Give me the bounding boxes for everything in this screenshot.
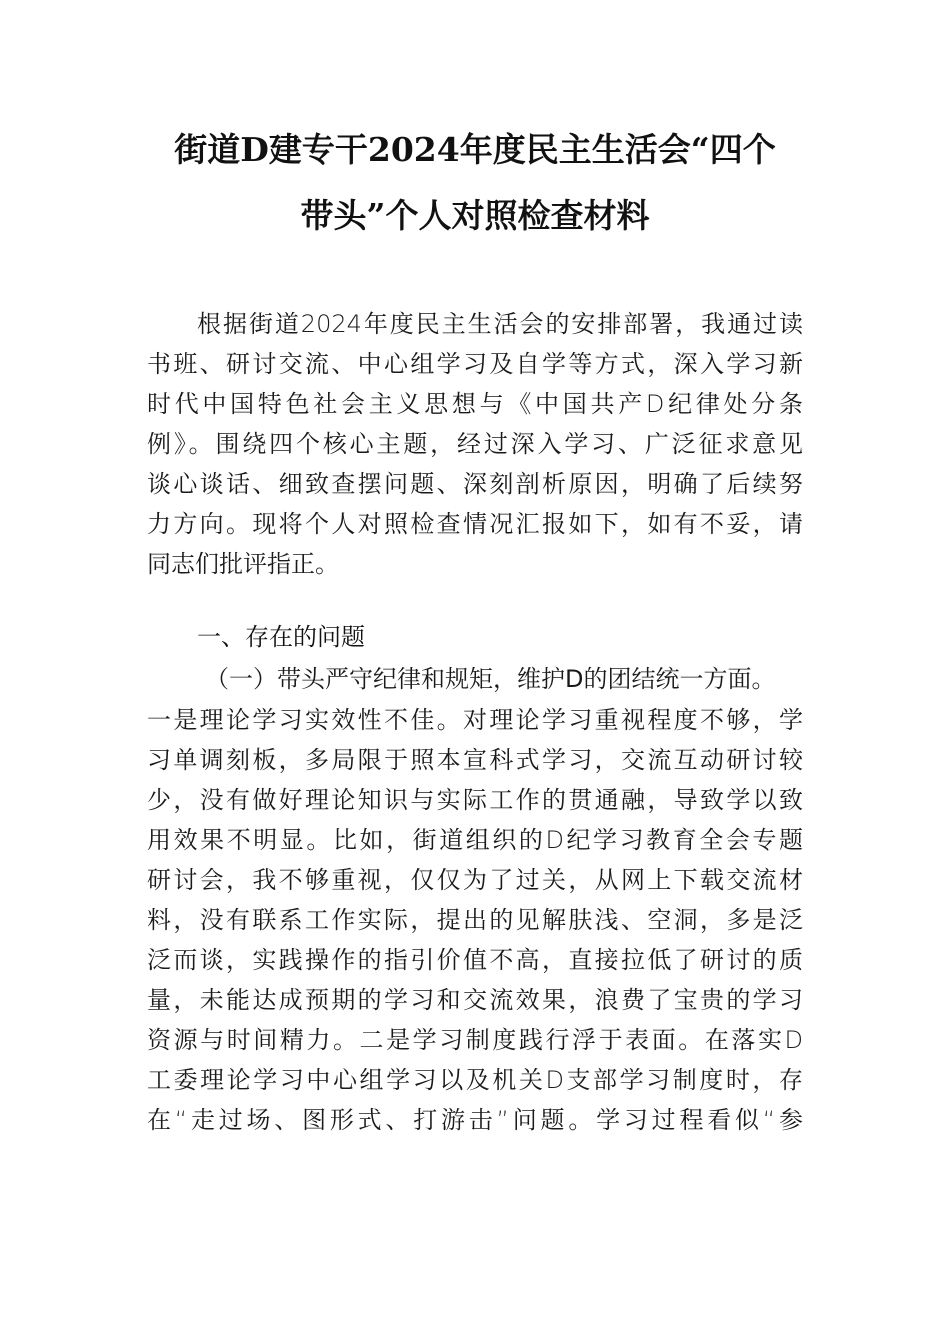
body-line: 在“走过场、图形式、打游击”问题。学习过程看似“参	[147, 1106, 803, 1134]
document-title-line-2: 带头”个人对照检查材料	[300, 196, 650, 235]
body-line: 用效果不明显。比如，街道组织的D纪学习教育全会专题	[147, 826, 803, 854]
body-line: 习单调刻板，多局限于照本宣科式学习，交流互动研讨较	[147, 746, 803, 774]
document-title-line-1: 街道D建专干2024年度民主生活会“四个	[174, 130, 776, 169]
section-heading: 一、存在的问题	[197, 623, 365, 651]
body-line: 工委理论学习中心组学习以及机关D支部学习制度时，存	[147, 1066, 803, 1094]
intro-line: 书班、研讨交流、中心组学习及自学等方式，深入学习新	[147, 350, 803, 378]
intro-line: 时代中国特色社会主义思想与《中国共产D纪律处分条	[147, 390, 803, 418]
intro-line: 力方向。现将个人对照检查情况汇报如下，如有不妥，请	[147, 510, 803, 538]
intro-line: 例》。围绕四个核心主题，经过深入学习、广泛征求意见	[147, 430, 803, 458]
subsection-heading: （一）带头严守纪律和规矩，维护D的团结统一方面。	[205, 665, 776, 693]
intro-line: 同志们批评指正。	[147, 550, 339, 578]
body-line: 资源与时间精力。二是学习制度践行浮于表面。在落实D	[147, 1026, 803, 1054]
body-line: 料，没有联系工作实际，提出的见解肤浅、空洞，多是泛	[147, 906, 803, 934]
body-line: 量，未能达成预期的学习和交流效果，浪费了宝贵的学习	[147, 986, 803, 1014]
body-line: 一是理论学习实效性不佳。对理论学习重视程度不够，学	[147, 706, 803, 734]
intro-line: 谈心谈话、细致查摆问题、深刻剖析原因，明确了后续努	[147, 470, 803, 498]
body-line: 研讨会，我不够重视，仅仅为了过关，从网上下载交流材	[147, 866, 803, 894]
body-line: 泛而谈，实践操作的指引价值不高，直接拉低了研讨的质	[147, 946, 803, 974]
intro-line: 根据街道2024年度民主生活会的安排部署，我通过读	[197, 310, 803, 338]
body-line: 少，没有做好理论知识与实际工作的贯通融，导致学以致	[147, 786, 803, 814]
